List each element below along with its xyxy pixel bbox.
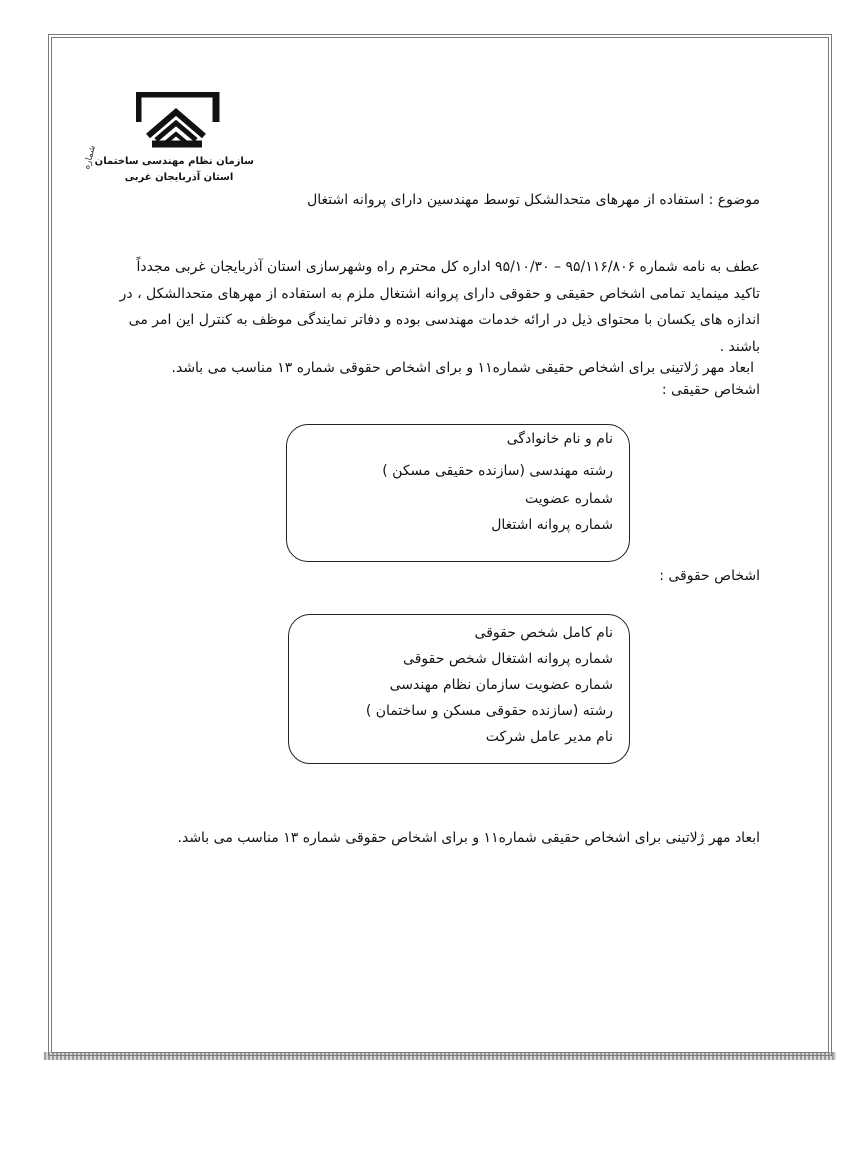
legal-persons-item: شماره پروانه اشتغال شخص حقوقی: [403, 651, 613, 667]
real-persons-item: رشته مهندسی (سازنده حقیقی مسکن ): [382, 463, 613, 479]
house-roof-logo-icon: [136, 92, 220, 150]
legal-persons-item: نام مدیر عامل شرکت: [485, 729, 613, 745]
body-line: عطف به نامه شماره ۹۵/۱۱۶/۸۰۶ – ۹۵/۱۰/۳۰ اداره کل محترم راه وشهرسازی استان آذربایجان غربی مجدداً: [136, 259, 760, 275]
legal-persons-item: رشته (سازنده حقوقی مسکن و ساختمان ): [365, 703, 613, 719]
body-line: باشند .: [719, 338, 760, 355]
real-persons-stamp-box: [286, 424, 630, 562]
organization-province: استان آذربایجان غربی: [124, 172, 234, 183]
side-stamp: شماره: [82, 144, 99, 171]
legal-persons-heading: اشخاص حقوقی :: [659, 568, 760, 584]
body-line: اندازه های یکسان با محتوای ذیل در ارائه خدمات مهندسی بوده و دفاتر نمایندگی موظف به کنترل این امر می: [128, 312, 760, 328]
body-line: تاکید مینماید تمامی اشخاص حقیقی و حقوقی دارای پروانه اشتغال ملزم به استفاده از مهرهای متحدالشکل ، در: [119, 285, 760, 302]
footer-stamp-size-note: ابعاد مهر ژلاتینی برای اشخاص حقیقی شماره۱۱ و برای اشخاص حقوقی شماره ۱۳ مناسب می باشد.: [177, 830, 760, 846]
real-persons-item: نام و نام خانوادگی: [506, 431, 613, 447]
legal-persons-item: شماره عضویت سازمان نظام مهندسی: [389, 677, 613, 693]
stamp-size-note: ابعاد مهر ژلاتینی برای اشخاص حقیقی شماره۱۱ و برای اشخاص حقوقی شماره ۱۳ مناسب می باشد.: [171, 360, 754, 376]
letter-subject: موضوع : استفاده از مهرهای متحدالشکل توسط مهندسین دارای پروانه اشتغال: [307, 192, 760, 208]
legal-persons-item: نام کامل شخص حقوقی: [474, 625, 613, 641]
real-persons-item: شماره پروانه اشتغال: [491, 517, 613, 533]
legal-persons-stamp-box: [288, 614, 630, 764]
organization-name: سازمان نظام مهندسی ساختمان: [94, 156, 254, 167]
letter-body: [100, 254, 760, 360]
real-persons-item: شماره عضویت: [524, 491, 613, 507]
organization-logo: [94, 92, 254, 202]
real-persons-heading: اشخاص حقیقی :: [661, 382, 760, 398]
